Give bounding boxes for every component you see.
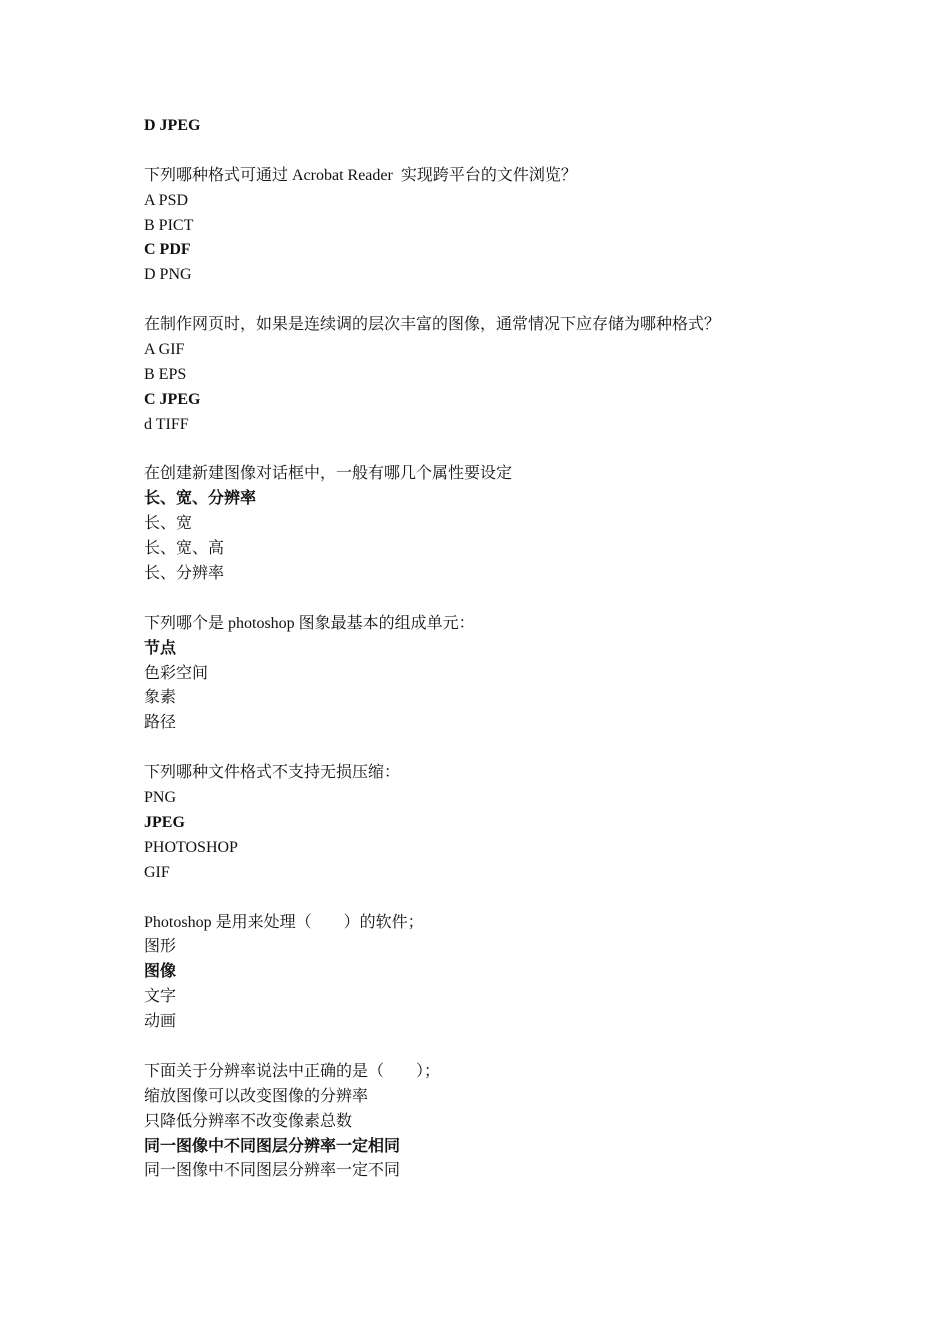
- option-answer: C PDF: [144, 241, 191, 259]
- option: 长、宽、高: [144, 540, 225, 558]
- option: D PNG: [144, 266, 192, 284]
- question-text: Photoshop 是用来处理（ ）的软件；: [144, 913, 424, 931]
- spacer: [144, 438, 844, 463]
- option: PNG: [144, 789, 177, 807]
- question-block: [144, 164, 844, 288]
- option: PHOTOSHOP: [144, 838, 238, 856]
- spacer: [144, 736, 844, 761]
- spacer: [144, 288, 844, 313]
- question-text: 下列哪种文件格式不支持无损压缩：: [144, 764, 401, 782]
- spacer: [144, 139, 844, 164]
- option: GIF: [144, 863, 170, 881]
- option: 图形: [144, 938, 177, 956]
- option: B PICT: [144, 216, 194, 234]
- option: 文字: [144, 988, 177, 1006]
- option: 长、宽: [144, 515, 193, 533]
- option: 动画: [144, 1013, 177, 1031]
- question-block: [144, 462, 844, 586]
- question-text: 下列哪种格式可通过 Acrobat Reader 实现跨平台的文件浏览？: [144, 166, 577, 184]
- option: 长、分辨率: [144, 565, 225, 583]
- option-answer: 长、宽、分辨率: [144, 490, 257, 508]
- option-answer: C JPEG: [144, 390, 201, 408]
- option: A PSD: [144, 191, 189, 209]
- option: B EPS: [144, 365, 187, 383]
- option: A GIF: [144, 341, 185, 359]
- option-answer: 节点: [144, 639, 177, 657]
- question-text: 下列哪个是 photoshop 图象最基本的组成单元：: [144, 614, 475, 632]
- option: 缩放图像可以改变图像的分辨率: [144, 1087, 369, 1105]
- option: 象素: [144, 689, 177, 707]
- option: 只降低分辨率不改变像素总数: [144, 1112, 353, 1130]
- option: d TIFF: [144, 415, 189, 433]
- spacer: [144, 1035, 844, 1060]
- question-block: [144, 313, 844, 437]
- option: 路径: [144, 714, 177, 732]
- option-answer: 图像: [144, 963, 177, 981]
- lead-answer: D JPEG: [144, 117, 201, 134]
- question-block: [144, 761, 844, 885]
- spacer: [144, 886, 844, 911]
- document-page: [144, 114, 844, 1184]
- option: 同一图像中不同图层分辨率一定不同: [144, 1162, 401, 1180]
- question-text: 在制作网页时，如果是连续调的层次丰富的图像，通常情况下应存储为哪种格式？: [144, 316, 721, 334]
- question-text: 在创建新建图像对话框中，一般有哪几个属性要设定: [144, 465, 513, 483]
- option: 色彩空间: [144, 664, 209, 682]
- question-block: [144, 1060, 844, 1184]
- spacer: [144, 587, 844, 612]
- option-answer: 同一图像中不同图层分辨率一定相同: [144, 1137, 401, 1155]
- question-block: [144, 612, 844, 736]
- question-text: 下面关于分辨率说法中正确的是（ ）；: [144, 1062, 441, 1080]
- question-block: [144, 911, 844, 1035]
- option-answer: JPEG: [144, 813, 185, 831]
